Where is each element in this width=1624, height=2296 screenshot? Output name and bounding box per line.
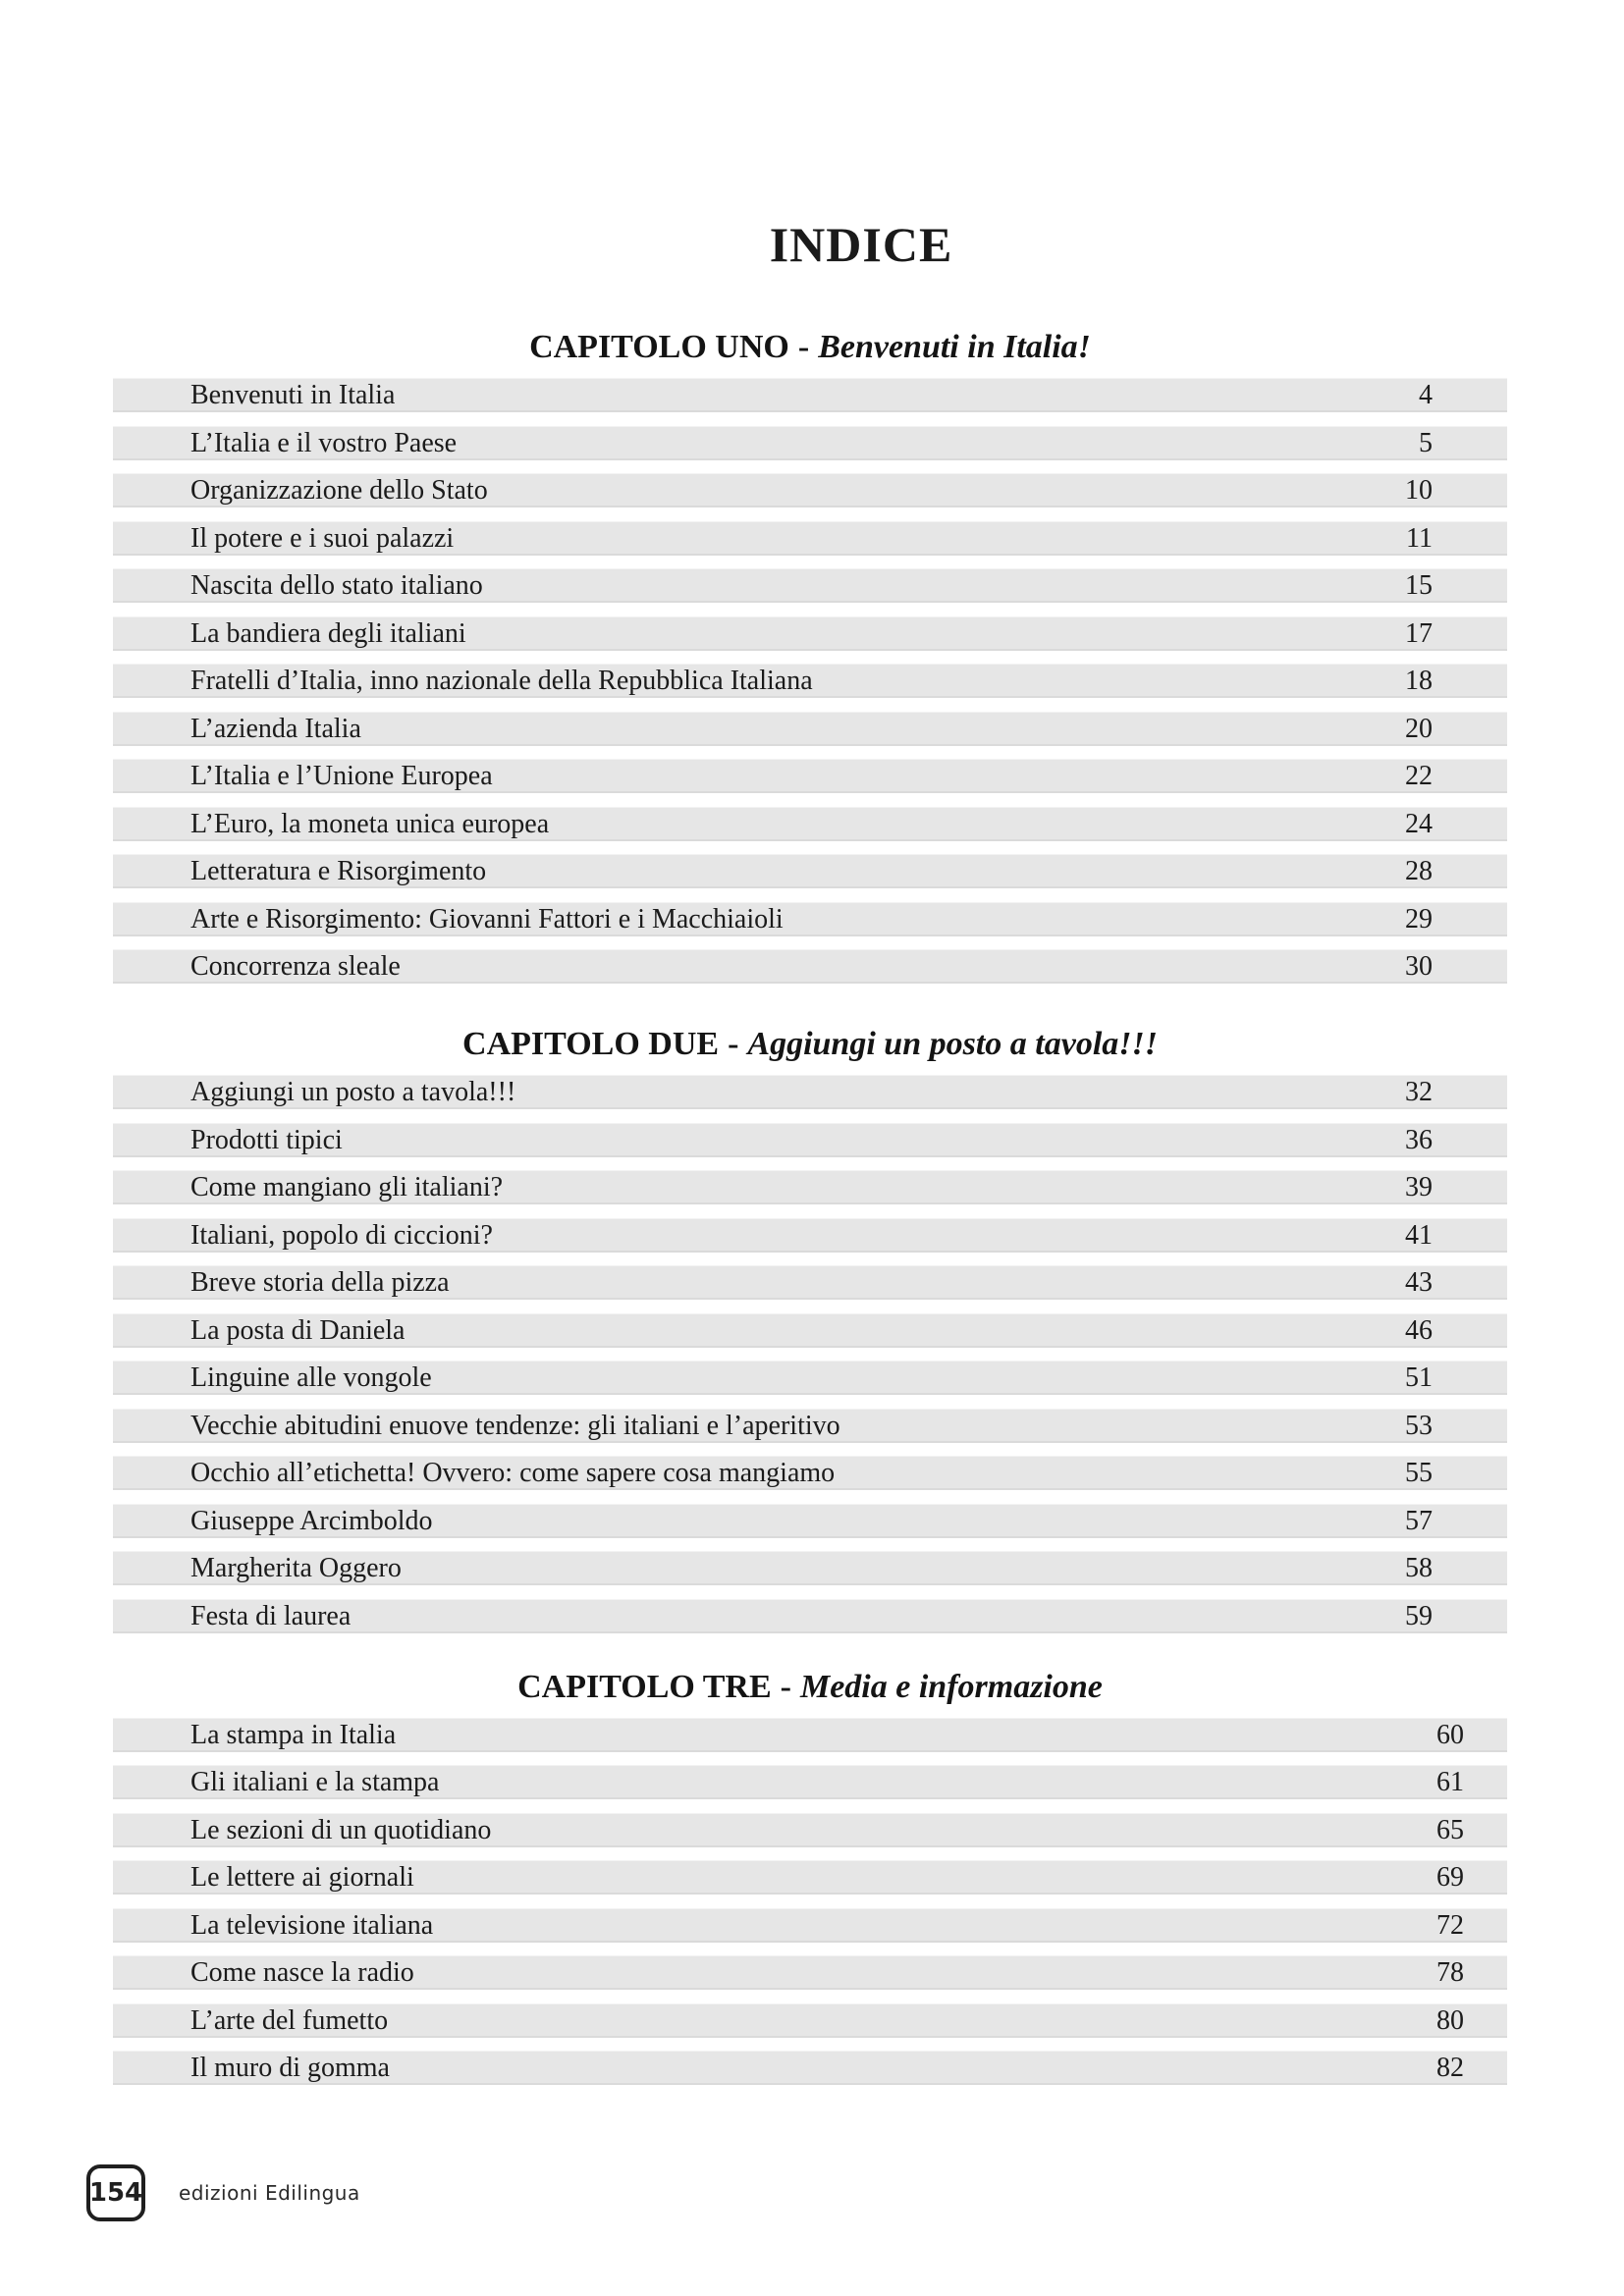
- entry-title: Benvenuti in Italia: [190, 380, 396, 410]
- entry-title: Concorrenza sleale: [190, 951, 401, 982]
- entry-title: Prodotti tipici: [190, 1124, 343, 1155]
- entry-page-number: 11: [1406, 522, 1433, 554]
- toc-entry-row: [113, 1313, 1507, 1348]
- chapter-heading: [113, 329, 1507, 366]
- page-number-label: 154: [88, 2178, 143, 2208]
- entry-page-number: 36: [1405, 1124, 1433, 1155]
- entry-page-number: 5: [1419, 427, 1433, 458]
- entry-title: Il potere e i suoi palazzi: [190, 522, 455, 554]
- entry-page-number: 39: [1405, 1172, 1433, 1202]
- entry-page-number: 43: [1405, 1267, 1433, 1298]
- entry-page-number: 15: [1405, 570, 1433, 601]
- entry-title: L’azienda Italia: [190, 713, 361, 744]
- toc-entry-row: [113, 1908, 1507, 1943]
- chapter-entries: [113, 378, 1507, 984]
- chapters-container: [113, 329, 1507, 2085]
- entry-page-number: 22: [1405, 761, 1433, 791]
- entry-title: Le sezioni di un quotidiano: [190, 1814, 492, 1845]
- toc-entry-row: [113, 1813, 1507, 1847]
- entry-page-number: 72: [1436, 1909, 1464, 1941]
- toc-entry-row: [113, 521, 1507, 556]
- toc-entry-row: [113, 1361, 1507, 1395]
- entry-title: Organizzazione dello Stato: [190, 475, 488, 506]
- toc-entry-row: [113, 1718, 1507, 1752]
- chapter-name: CAPITOLO DUE: [462, 1026, 720, 1062]
- entry-page-number: 65: [1436, 1814, 1464, 1845]
- entry-title: L’Euro, la moneta unica europea: [190, 808, 550, 839]
- entry-page-number: 61: [1436, 1767, 1464, 1797]
- toc-entry-row: [113, 949, 1507, 984]
- entry-title: Come mangiano gli italiani?: [190, 1172, 504, 1202]
- entry-title: Arte e Risorgimento: Giovanni Fattori e i Macchiaioli: [190, 903, 784, 934]
- toc-entry-row: [113, 2003, 1507, 2038]
- entry-page-number: 80: [1436, 2004, 1464, 2036]
- entry-title: Breve storia della pizza: [190, 1267, 450, 1298]
- entry-page-number: 46: [1405, 1314, 1433, 1346]
- entry-title: L’Italia e l’Unione Europea: [190, 761, 493, 791]
- toc-entry-row: [113, 902, 1507, 936]
- toc-entry-row: [113, 1860, 1507, 1895]
- chapter-subtitle: Aggiungi un posto a tavola!!!: [747, 1026, 1158, 1062]
- entry-title: Fratelli d’Italia, inno nazionale della Repubblica Italiana: [190, 666, 813, 696]
- entry-page-number: 17: [1405, 617, 1433, 649]
- entry-title: Vecchie abitudini enuove tendenze: gli italiani e l’aperitivo: [190, 1410, 840, 1441]
- entry-title: La stampa in Italia: [190, 1719, 397, 1750]
- entry-page-number: 20: [1405, 713, 1433, 744]
- toc-entry-row: [113, 426, 1507, 460]
- entry-page-number: 69: [1436, 1862, 1464, 1893]
- entry-title: L’Italia e il vostro Paese: [190, 427, 458, 458]
- chapter-separator: -: [780, 1668, 791, 1705]
- page-number-badge: [86, 2164, 145, 2221]
- entry-page-number: 60: [1436, 1719, 1464, 1750]
- toc-entry-row: [113, 1170, 1507, 1204]
- toc-entry-row: [113, 378, 1507, 412]
- entry-title: Le lettere ai giornali: [190, 1862, 414, 1893]
- entry-title: Gli italiani e la stampa: [190, 1767, 440, 1797]
- chapter-section: [113, 1026, 1507, 1633]
- entry-title: Nascita dello stato italiano: [190, 570, 483, 601]
- publisher-label: edizioni Edilingua: [179, 2181, 360, 2205]
- toc-entry-row: [113, 807, 1507, 841]
- chapter-name: CAPITOLO TRE: [517, 1668, 772, 1705]
- entry-page-number: 55: [1405, 1458, 1433, 1488]
- entry-page-number: 10: [1405, 475, 1433, 506]
- toc-entry-row: [113, 568, 1507, 603]
- entry-page-number: 82: [1436, 2053, 1464, 2083]
- toc-entry-row: [113, 1504, 1507, 1538]
- toc-entry-row: [113, 664, 1507, 698]
- entry-title: Linguine alle vongole: [190, 1362, 432, 1393]
- page-footer: [86, 2164, 360, 2221]
- chapter-entries: [113, 1718, 1507, 2086]
- entry-page-number: 53: [1405, 1410, 1433, 1441]
- toc-entry-row: [113, 1765, 1507, 1799]
- entry-page-number: 59: [1405, 1600, 1433, 1631]
- toc-entry-row: [113, 1955, 1507, 1990]
- entry-page-number: 29: [1405, 903, 1433, 934]
- chapter-heading: [113, 1669, 1507, 1706]
- page-title-text: INDICE: [769, 217, 953, 272]
- toc-entry-row: [113, 1551, 1507, 1585]
- toc-entry-row: [113, 1265, 1507, 1300]
- entry-title: Come nasce la radio: [190, 1957, 414, 1988]
- chapter-section: [113, 1669, 1507, 2086]
- chapter-heading: [113, 1026, 1507, 1063]
- entry-title: Giuseppe Arcimboldo: [190, 1505, 433, 1536]
- toc-entry-row: [113, 616, 1507, 651]
- entry-title: La posta di Daniela: [190, 1314, 406, 1346]
- toc-entry-row: [113, 1456, 1507, 1490]
- entry-title: Festa di laurea: [190, 1600, 352, 1631]
- chapter-entries: [113, 1075, 1507, 1633]
- toc-entry-row: [113, 1409, 1507, 1443]
- entry-title: Italiani, popolo di ciccioni?: [190, 1219, 493, 1251]
- toc-entry-row: [113, 854, 1507, 888]
- toc-entry-row: [113, 473, 1507, 507]
- entry-page-number: 4: [1419, 380, 1433, 410]
- entry-title: Aggiungi un posto a tavola!!!: [190, 1077, 516, 1107]
- entry-title: La televisione italiana: [190, 1909, 434, 1941]
- entry-title: Il muro di gomma: [190, 2053, 390, 2083]
- chapter-name: CAPITOLO UNO: [529, 329, 789, 365]
- toc-entry-row: [113, 759, 1507, 793]
- chapter-separator: -: [797, 329, 810, 365]
- chapter-separator: -: [728, 1026, 739, 1062]
- toc-entry-row: [113, 2051, 1507, 2085]
- toc-entry-row: [113, 1075, 1507, 1109]
- entry-page-number: 32: [1405, 1077, 1433, 1107]
- entry-page-number: 18: [1405, 666, 1433, 696]
- chapter-subtitle: Benvenuti in Italia!: [818, 329, 1091, 365]
- entry-title: La bandiera degli italiani: [190, 617, 466, 649]
- chapter-subtitle: Media e informazione: [799, 1668, 1103, 1705]
- toc-entry-row: [113, 1599, 1507, 1633]
- entry-page-number: 58: [1405, 1553, 1433, 1583]
- toc-entry-row: [113, 1218, 1507, 1253]
- entry-title: Occhio all’etichetta! Ovvero: come sapere cosa mangiamo: [190, 1458, 836, 1488]
- entry-title: Margherita Oggero: [190, 1553, 402, 1583]
- entry-page-number: 51: [1405, 1362, 1433, 1393]
- page-title: [0, 0, 1624, 271]
- entry-page-number: 78: [1436, 1957, 1464, 1988]
- entry-title: Letteratura e Risorgimento: [190, 856, 487, 886]
- entry-page-number: 30: [1405, 951, 1433, 982]
- entry-title: L’arte del fumetto: [190, 2004, 389, 2036]
- toc-entry-row: [113, 712, 1507, 746]
- entry-page-number: 28: [1405, 856, 1433, 886]
- entry-page-number: 57: [1405, 1505, 1433, 1536]
- toc-entry-row: [113, 1123, 1507, 1157]
- chapter-section: [113, 329, 1507, 984]
- entry-page-number: 24: [1405, 808, 1433, 839]
- entry-page-number: 41: [1405, 1219, 1433, 1251]
